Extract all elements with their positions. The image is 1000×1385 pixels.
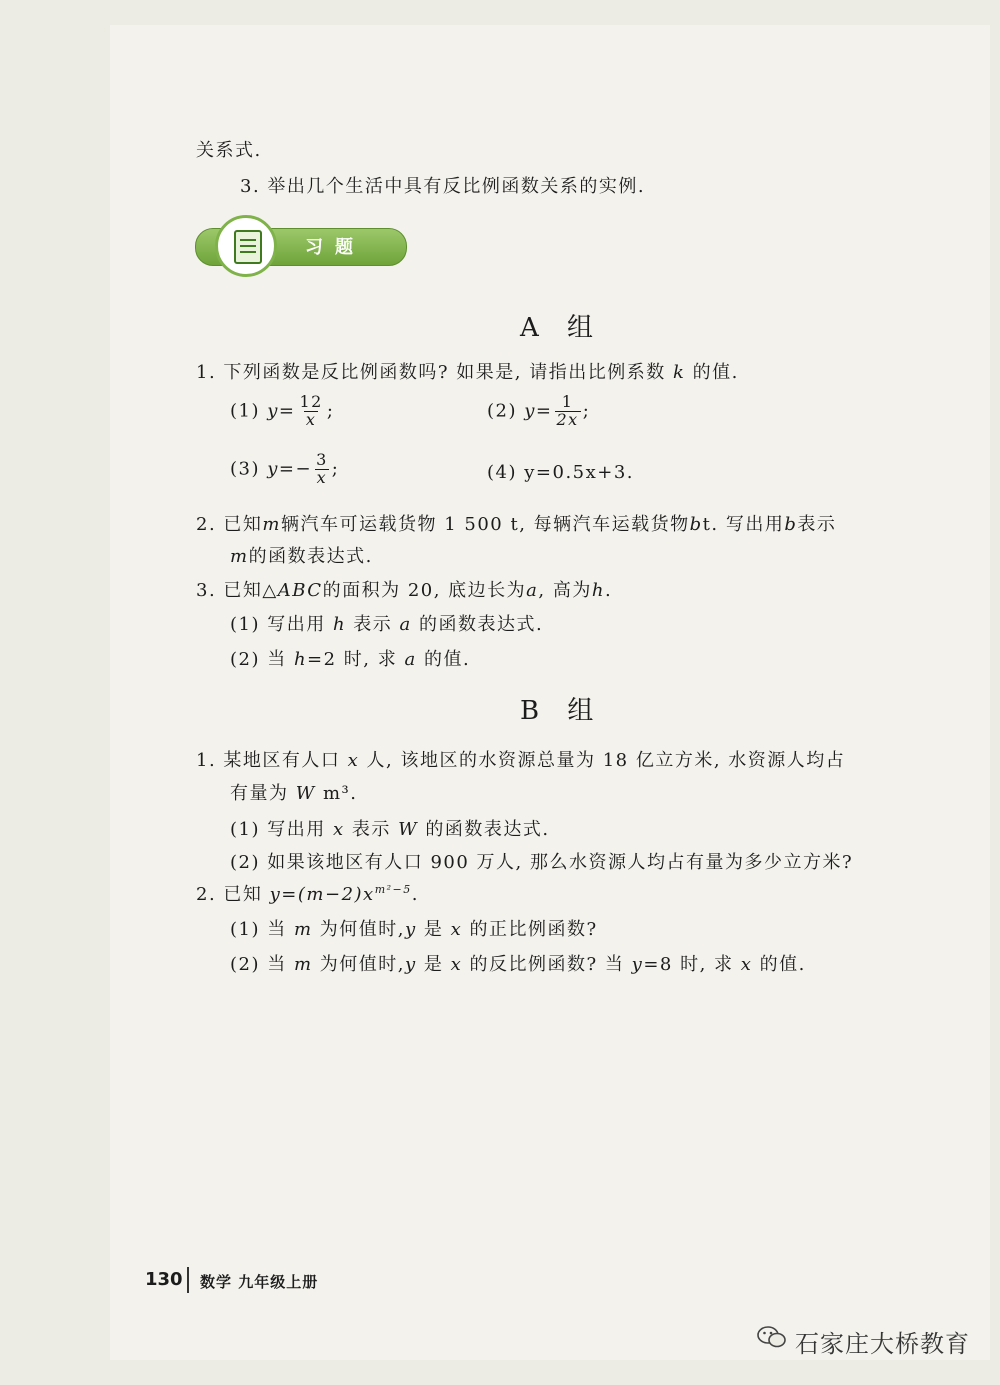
b-q1-sub1: (1) 写出用 x 表示 W 的函数表达式. <box>230 819 550 840</box>
badge-label: 习题 <box>305 237 365 258</box>
wechat-icon <box>757 1325 787 1349</box>
carry-over-text: 关系式. <box>196 140 262 161</box>
a-q1-part3: (3) y=− $\frac{3}{x}$ ; <box>230 450 340 487</box>
a-q1-part1: (1) y= $\frac{12}{x}$ ; <box>230 392 335 429</box>
a-q2-line2: m的函数表达式. <box>230 546 373 567</box>
exercise-item-3: 3. 举出几个生活中具有反比例函数关系的实例. <box>240 176 646 197</box>
b-q1-line1: 1. 某地区有人口 x 人, 该地区的水资源总量为 18 亿立方米, 水资源人均占 <box>196 750 846 771</box>
b-q1-sub2: (2) 如果该地区有人口 900 万人, 那么水资源人均占有量为多少立方米? <box>230 852 854 873</box>
watermark-text: 石家庄大桥教育 <box>795 1330 970 1358</box>
b-q2-sub1: (1) 当 m 为何值时,y 是 x 的正比例函数? <box>230 919 598 940</box>
a-q3-sub1: (1) 写出用 h 表示 a 的函数表达式. <box>230 614 544 635</box>
b-q1-line2: 有量为 W m³. <box>230 783 358 804</box>
page-number: 130 <box>145 1269 183 1290</box>
a-q2-line1: 2. 已知m辆汽车可运载货物 1 500 t, 每辆汽车运载货物bt. 写出用b表示 <box>196 514 837 535</box>
a-q1-part2: (2) y= $\frac{1}{2x}$ ; <box>487 392 591 429</box>
b-q2-stem: 2. 已知 $y=(m-2)x^{m^2-5}$. <box>196 883 419 905</box>
a-q3-sub2: (2) 当 h=2 时, 求 a 的值. <box>230 649 471 670</box>
a-q1-part4: (4) y=0.5x+3. <box>487 462 635 483</box>
b-q2-sub2: (2) 当 m 为何值时,y 是 x 的反比例函数? 当 y=8 时, 求 x 的值. <box>230 954 806 975</box>
group-a-title: A 组 <box>520 313 604 343</box>
book-title: 数学 九年级上册 <box>200 1273 319 1291</box>
footer-divider <box>187 1267 189 1293</box>
a-q3-stem: 3. 已知△ABC的面积为 20, 底边长为a, 高为h. <box>196 580 613 601</box>
group-b-title: B 组 <box>520 696 604 726</box>
notebook-icon <box>215 215 277 277</box>
a-q1-stem: 1. 下列函数是反比例函数吗? 如果是, 请指出比例系数 k 的值. <box>196 362 739 383</box>
